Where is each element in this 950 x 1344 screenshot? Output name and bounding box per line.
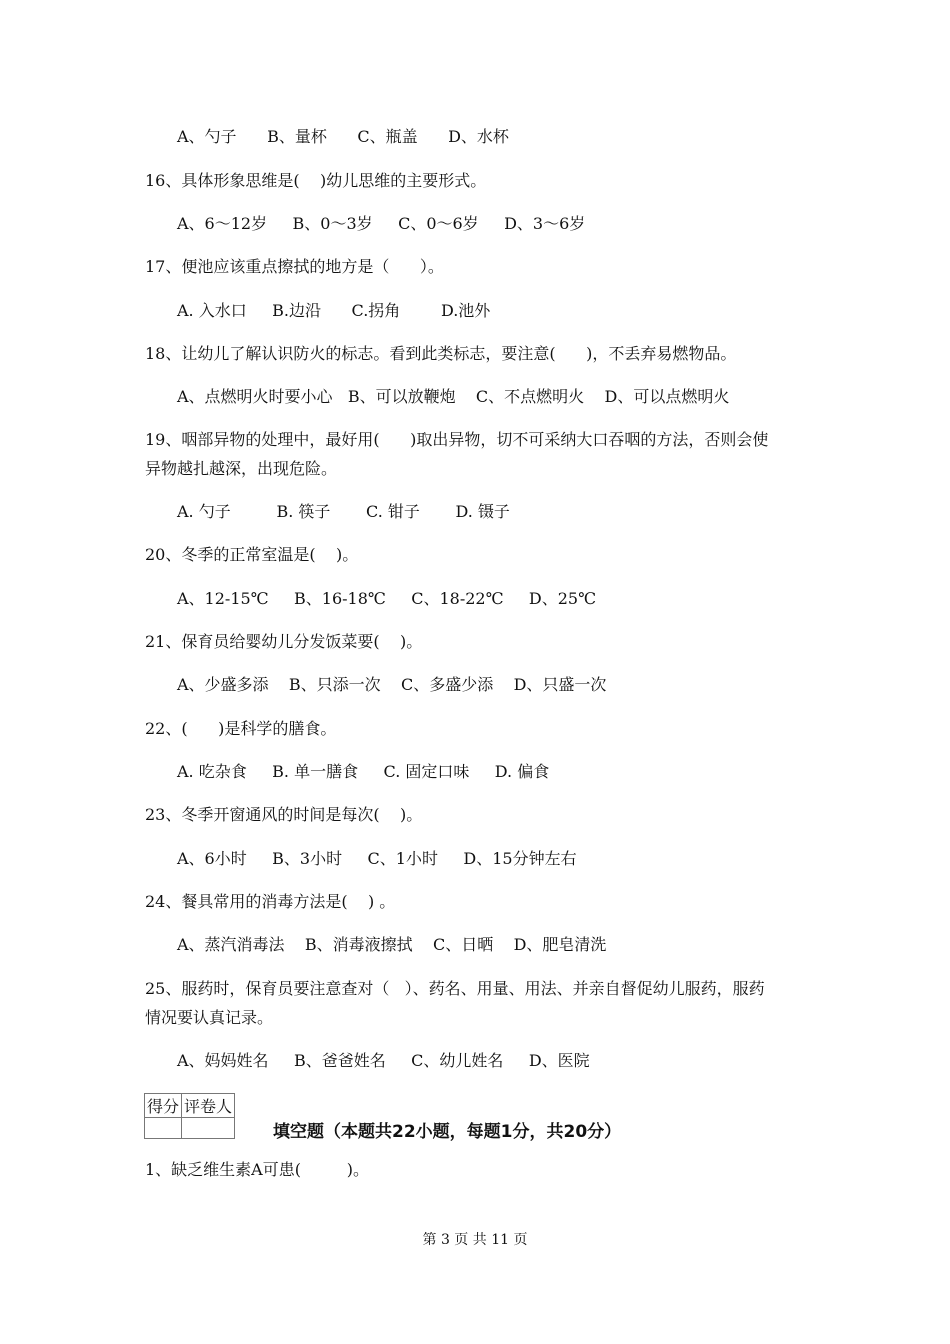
q22-stem: 22、( )是科学的膳食。 [145,719,337,738]
q24-stem: 24、餐具常用的消毒方法是( ) 。 [145,892,396,911]
section-title: 填空题（本题共22小题，每题1分，共20分） [273,1122,622,1142]
score-cell [145,1118,182,1139]
grader-cell [182,1118,235,1139]
q17-stem: 17、便池应该重点擦拭的地方是（ ）。 [145,257,444,276]
q22-options: A. 吃杂食 B. 单一膳食 C. 固定口味 D. 偏食 [177,762,550,781]
q16-stem: 16、具体形象思维是( )幼儿思维的主要形式。 [145,171,487,190]
q19-stem-line1: 19、咽部异物的处理中，最好用( )取出异物，切不可采纳大口吞咽的方法，否则会使 [145,430,769,449]
q17-options: A. 入水口 B.边沿 C.拐角 D.池外 [177,301,491,320]
fill-q1: 1、缺乏维生素A可患( )。 [145,1160,369,1179]
q25-stem-line2: 情况要认真记录。 [145,1008,274,1027]
q18-stem: 18、让幼儿了解认识防火的标志。看到此类标志，要注意( )，不丢弃易燃物品。 [145,344,737,363]
q19-options: A. 勺子 B. 筷子 C. 钳子 D. 镊子 [177,502,510,521]
q20-options: A、12-15℃ B、16-18℃ C、18-22℃ D、25℃ [177,589,597,608]
q15-options: A、勺子 B、量杯 C、瓶盖 D、水杯 [177,127,509,146]
q23-options: A、6小时 B、3小时 C、1小时 D、15分钟左右 [177,849,577,868]
q20-stem: 20、冬季的正常室温是( )。 [145,545,359,564]
q21-options: A、少盛多添 B、只添一次 C、多盛少添 D、只盛一次 [177,675,607,694]
q24-options: A、蒸汽消毒法 B、消毒液擦拭 C、日晒 D、肥皂清洗 [177,935,607,954]
score-table [144,1093,235,1139]
score-header: 得分 [145,1094,182,1118]
q25-stem-line1: 25、服药时，保育员要注意查对（ ）、药名、用量、用法、并亲自督促幼儿服药，服药 [145,979,765,998]
q16-options: A、6～12岁 B、0～3岁 C、0～6岁 D、3～6岁 [177,214,586,233]
q23-stem: 23、冬季开窗通风的时间是每次( )。 [145,805,423,824]
page-footer: 第 3 页 共 11 页 [422,1232,528,1248]
q18-options: A、点燃明火时要小心 B、可以放鞭炮 C、不点燃明火 D、可以点燃明火 [177,387,730,406]
q21-stem: 21、保育员给婴幼儿分发饭菜要( )。 [145,632,423,651]
q19-stem-line2: 异物越扎越深，出现危险。 [145,459,338,478]
q25-options: A、妈妈姓名 B、爸爸姓名 C、幼儿姓名 D、医院 [177,1051,590,1070]
grader-header: 评卷人 [182,1094,235,1118]
